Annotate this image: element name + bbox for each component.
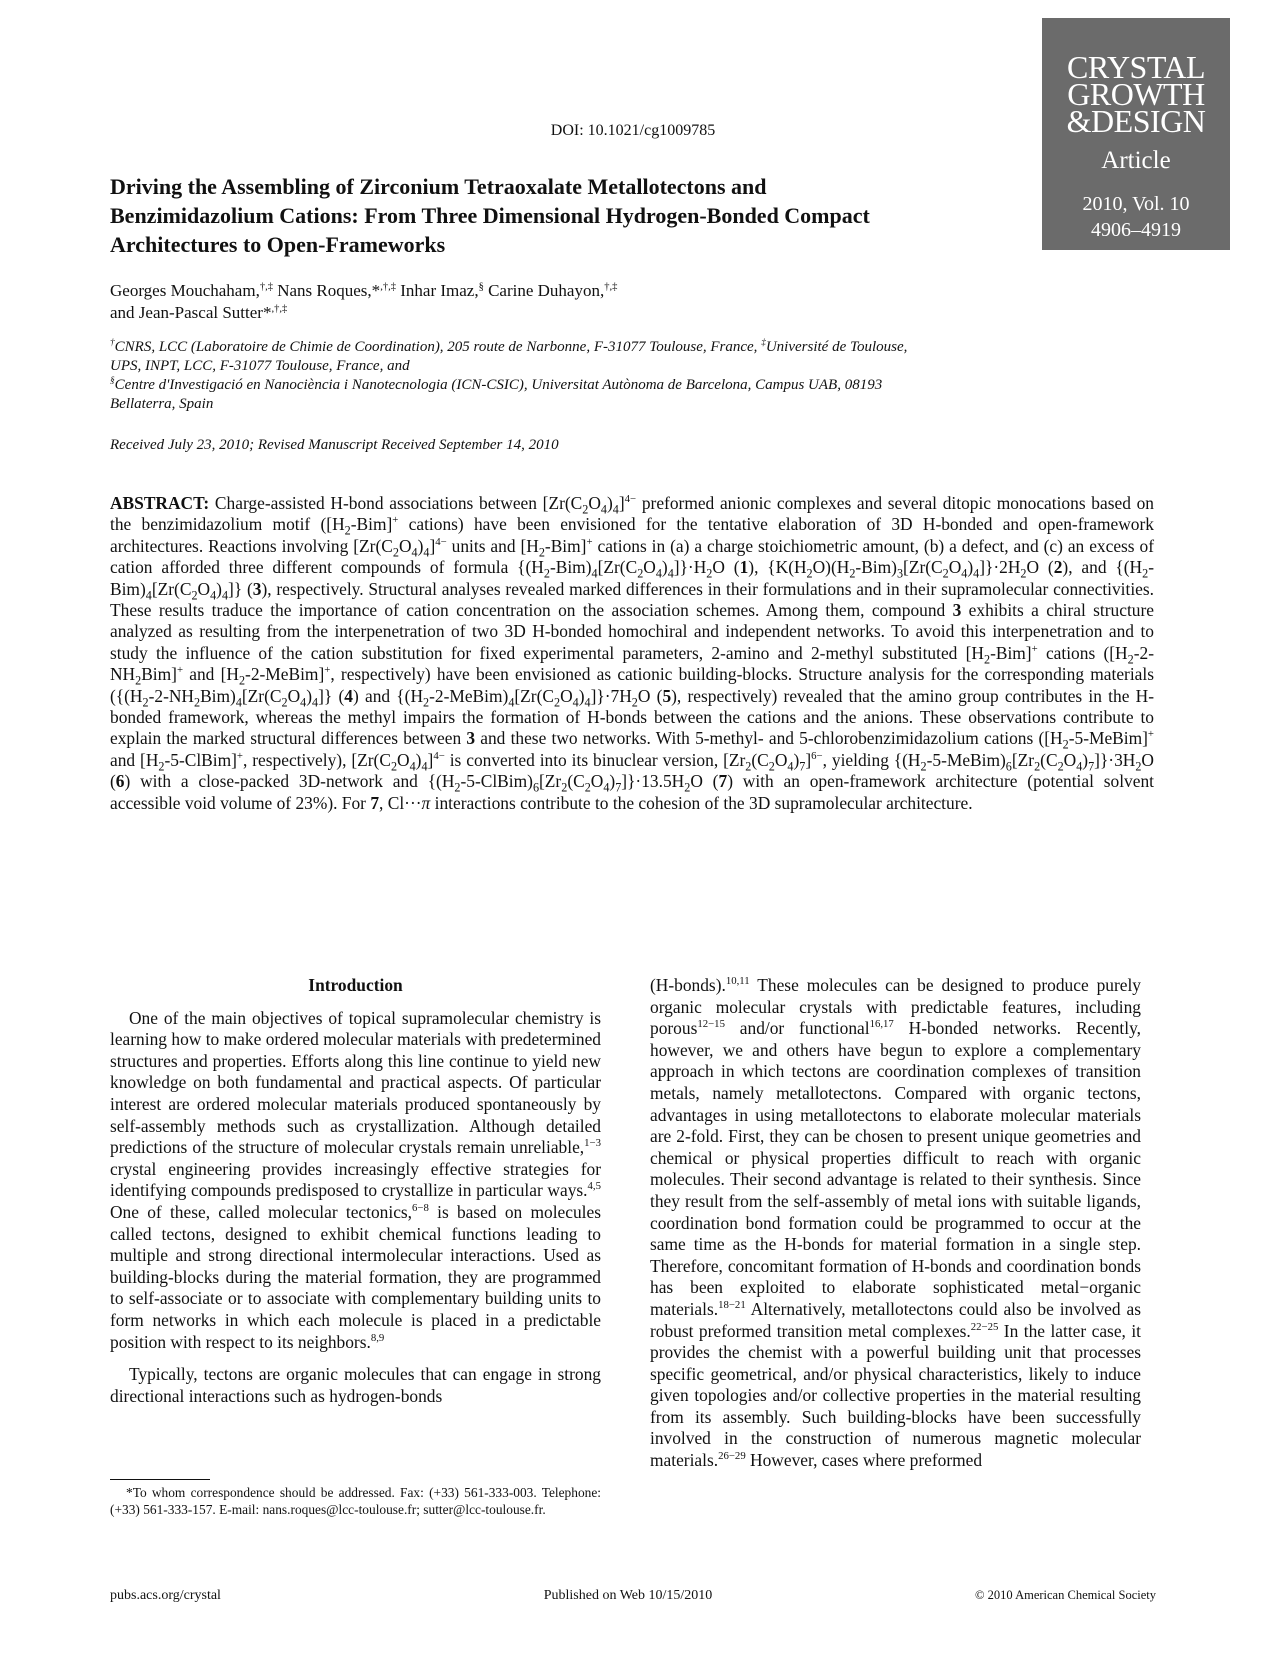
paragraph: Typically, tectons are organic molecules that can engage in strong directional interactions such as hydrogen-bonds bbox=[110, 1364, 601, 1406]
section-heading-introduction: Introduction bbox=[308, 975, 403, 995]
footer-copyright: © 2010 American Chemical Society bbox=[975, 1588, 1156, 1602]
footer-published-date: Published on Web 10/15/2010 bbox=[543, 1588, 713, 1603]
author-list: Georges Mouchaham,†,‡ Nans Roques,*,†,‡ Inhar Imaz,§ Carine Duhayon,†,‡ and Jean-Pascal Sutter*,†,‡ bbox=[110, 281, 618, 322]
journal-badge bbox=[1042, 18, 1230, 250]
paragraph: One of the main objectives of topical supramolecular chemistry is learning how to make ordered molecular materials with predetermined structures and properties. Efforts along this line continue to yield new knowledge on both fundamental and practical aspects. Of particular interest are ordered molecular materials produced spontaneously by self-assembly methods such as crystallization. Although detailed predictions of the structure of molecular crystals remain unreliable,$^{1-3}$ crystal engineering provides increasingly effective strategies for identifying compounds predisposed to crystallize in particular ways.$^{4,5}$ One of these, called molecular tectonics,$^{6-8}$ is based on molecules called tectons, designed to exhibit chemical functions leading to multiple and strong directional intermolecular interactions. Used as building-blocks during the material formation, they are programmed to self-associate or to associate with complementary building units to form networks in which each molecule is placed in a predictable position with respect to its neighbors.$^{8,9}$ bbox=[110, 1007, 601, 1352]
footnote-divider bbox=[110, 1479, 210, 1480]
volume-info: 2010, Vol. 10 4906–4919 bbox=[1082, 193, 1190, 241]
paragraph: (H-bonds).$^{10,11}$ These molecules can be designed to produce purely organic molecular crystals with predictable features, including porous$^{12-15}$ and/or functional$^{16,17}$ H-bonded networks. Recently, however, we and others have begun to explore a complementary approach in which tectons are coordination complexes of transition metals, namely metallotectons. Compared with organic tectons, advantages in using metallotectons to elaborate molecular materials are 2-fold. First, they can be chosen to present unique geometries and chemical or physical properties difficult to reach with organic molecules. Their second advantage is related to their synthesis. Since they result from the self-assembly of metal ions with suitable ligands, coordination bond formation could be programmed to occur at the same time as the H-bonds for material formation in a single step. Therefore, concomitant formation of H-bonds and coordination bonds has been exploited to elaborate sophisticated metal−organic materials.$^{18-21}$ Alternatively, metallotectons could also be involved as robust preformed transition metal complexes.$^{22-25}$ In the latter case, it provides the chemist with a powerful building unit that processes specific geometrical, and/or physical characteristics, likely to induce given topologies and/or collective properties in the material resulting from its assembly. Such building-blocks have been successfully involved in the construction of numerous magnetic molecular materials.$^{26-29}$ However, cases where preformed bbox=[650, 975, 1142, 1471]
received-dates: Received July 23, 2010; Revised Manuscript Received September 14, 2010 bbox=[110, 437, 559, 453]
footer-journal-url[interactable]: pubs.acs.org/crystal bbox=[110, 1588, 221, 1603]
introduction-column-right bbox=[650, 975, 1141, 1472]
abstract-label: ABSTRACT: bbox=[110, 493, 210, 513]
abstract bbox=[110, 493, 1154, 814]
introduction-column-left bbox=[110, 975, 601, 1407]
doi-line: DOI: 10.1021/cg1009785 bbox=[550, 122, 716, 139]
abstract-body: Charge-assisted H-bond associations between $[Zr(C_2O_4)_4]^{4-}$ preformed anionic complexes and several ditopic monocations based on the benzimidazolium motif ($[H_2-Bim]^+$ cations) have been envisioned for the tentative elaboration of 3D H-bonded and open-framework architectures. Reactions involving $[Zr(C_2O_4)_4]^{4-}$ units and $[H_2-Bim]^+$ cations in (a) a charge stoichiometric amount, (b) a defect, and (c) an excess of cation afforded three different compounds of formula $\{(H_2-Bim)_4[Zr(C_2O_4)_4]\}\cdot H_2O$ (1), $\{K(H_2O)(H_2-Bim)_3[Zr(C_2O_4)_4]\}\cdot 2H_2O$ (2), and $\{(H_2-Bim)_4[Zr(C_2O_4)_4]\}$ (3), respectively. Structural analyses revealed marked differences in their formulations and in their supramolecular connectivities. These results traduce the importance of cation concentration on the association schemes. Among them, compound 3 exhibits a chiral structure analyzed as resulting from the interpenetration of two 3D H-bonded homochiral and independent networks. To avoid this interpenetration and to study the influence of the cation substitution for fixed experimental parameters, 2-amino and 2-methyl substituted $[H_2-Bim]^+$ cations ($[H_2-2-NH_2Bim]^+$ and $[H_2-2-MeBim]^+$, respectively) have been envisioned as cationic building-blocks. Structure analysis for the corresponding materials ($\{(H_2-2-NH_2Bim)_4[Zr(C_2O_4)_4]\}$ (4) and $\{(H_2-2-MeBim)_4[Zr(C_2O_4)_4]\}\cdot 7H_2O$ (5), respectively) revealed that the amino group contributes in the H-bonded framework, whereas the methyl impairs the formation of H-bonds between the cations and the anions. These observations contribute to explain the marked structural differences between 3 and these two networks. With 5-methyl- and 5-chlorobenzimidazolium cations ($[H_2-5-MeBim]^+$ and $[H_2-5-ClBim]^+$, respectively), $[Zr(C_2O_4)_4]^{4-}$ is converted into its binuclear version, $[Zr_2(C_2O_4)_7]^{6-}$, yielding $\{(H_2-5-MeBim)_6[Zr_2(C_2O_4)_7]\}\cdot 3H_2O$ (6) with a close-packed 3D-network and $\{(H_2-5-ClBim)_6[Zr_2(C_2O_4)_7]\}\cdot 13.5H_2O$ (7) with an open-framework architecture (potential solvent accessible void volume of 23%). For 7, Cl···π interactions contribute to the cohesion of the 3D supramolecular architecture. bbox=[110, 493, 1155, 813]
article-title: Driving the Assembling of Zirconium Tetraoxalate Metallotectons and Benzimidazolium Cations: From Three Dimensional Hydrogen-Bonded Compact Architectures to Open-Frameworks bbox=[110, 174, 870, 257]
affiliations: †CNRS, LCC (Laboratoire de Chimie de Coordination), 205 route de Narbonne, F-31077 Toulouse, France, ‡Université de Toulouse, UPS, INPT, LCC, F-31077 Toulouse, France, and §Centre d'Investigació en Nanociència i Nanotecnologia (ICN-CSIC), Universitat Autònoma de Barcelona, Campus UAB, 08193 Bellaterra, Spain bbox=[110, 338, 908, 412]
article-type: Article bbox=[1101, 147, 1171, 174]
journal-title: CRYSTAL GROWTH &DESIGN bbox=[1066, 49, 1206, 139]
correspondence-footnote: *To whom correspondence should be addressed. Fax: (+33) 561-333-003. Telephone: (+33) 561-333-157. E-mail: nans.roques@lcc-toulouse.fr; sutter@lcc-toulouse.fr. bbox=[110, 1485, 601, 1517]
